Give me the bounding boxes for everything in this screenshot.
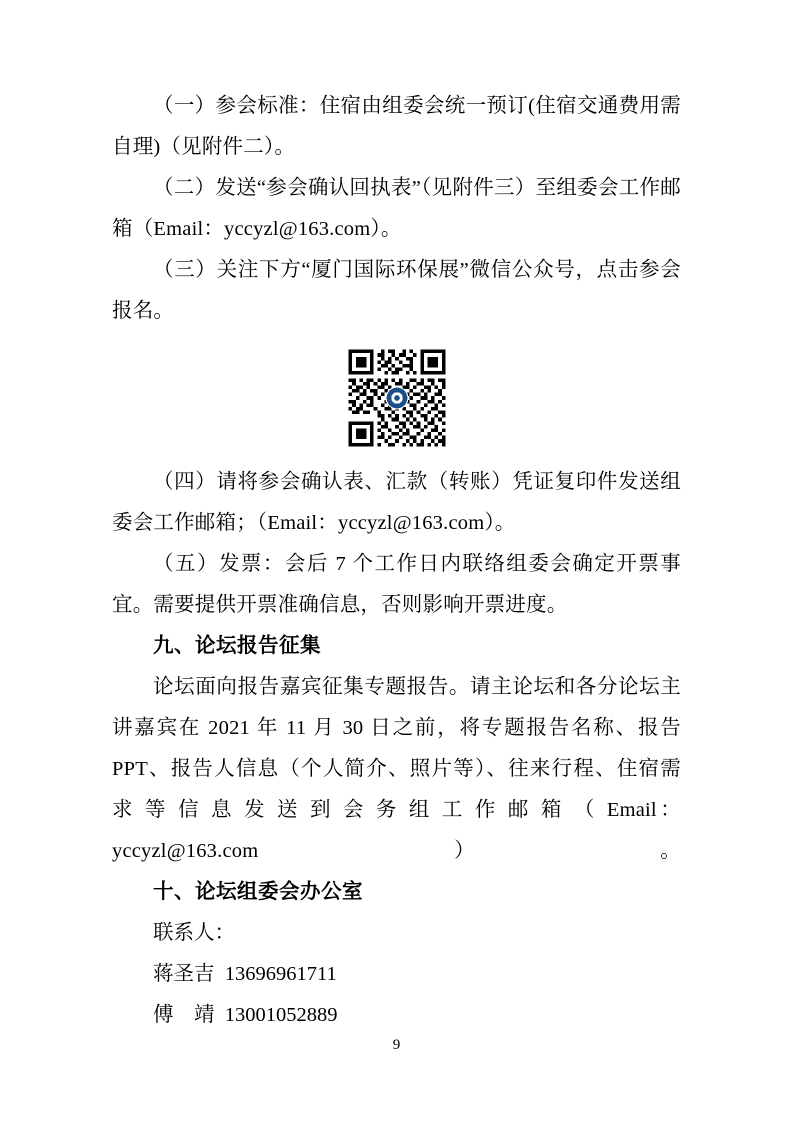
section-body-report-solicitation: 论坛面向报告嘉宾征集专题报告。请主论坛和各分论坛主讲嘉宾在 2021 年 11 月 30 日之前，将专题报告名称、报告 PPT、报告人信息（个人简介、照片等）、往来行程、住宿需 求 等 信 息 发 送 到 会 务 组 工 作 邮 箱 （ Email：yccyzl@163.com）。 — [112, 676, 681, 862]
paragraph-follow-wechat-account: （三）关注下方“厦门国际环保展”微信公众号，点击参会报名。 — [112, 259, 681, 322]
contact-row-1 — [112, 954, 681, 995]
contact-phone-1: 13696961711 — [224, 963, 337, 985]
qr-code-container — [112, 346, 681, 450]
paragraph-participation-standard: （一）参会标准：住宿由组委会统一预订(住宿交通费用需自理)（见附件二）。 — [112, 95, 681, 158]
wechat-official-account-qr-icon — [345, 346, 449, 450]
contact-phone-2: 13001052889 — [224, 1004, 338, 1026]
paragraph-send-payment-voucher: （四）请将参会确认表、汇款（转账）凭证复印件发送组委会工作邮箱；（Email：yccyzl@163.com）。 — [112, 471, 681, 534]
contact-name-2: 傅 靖 — [153, 1004, 215, 1026]
section-heading-organizing-committee-office: 十、论坛组委会办公室 — [153, 881, 363, 903]
paragraph-send-confirmation-form: （二）发送“参会确认回执表”（见附件三）至组委会工作邮箱（Email：yccyzl@163.com）。 — [112, 177, 681, 240]
contact-label: 联系人： — [153, 922, 235, 944]
contact-name-1: 蒋圣吉 — [153, 963, 215, 985]
section-heading-report-solicitation: 九、论坛报告征集 — [153, 635, 321, 657]
page-number: 9 — [392, 1037, 401, 1053]
contact-row-2 — [112, 995, 681, 1036]
paragraph-invoice: （五）发票：会后 7 个工作日内联络组委会确定开票事宜。需要提供开票准确信息，否则影响开票进度。 — [112, 553, 681, 616]
